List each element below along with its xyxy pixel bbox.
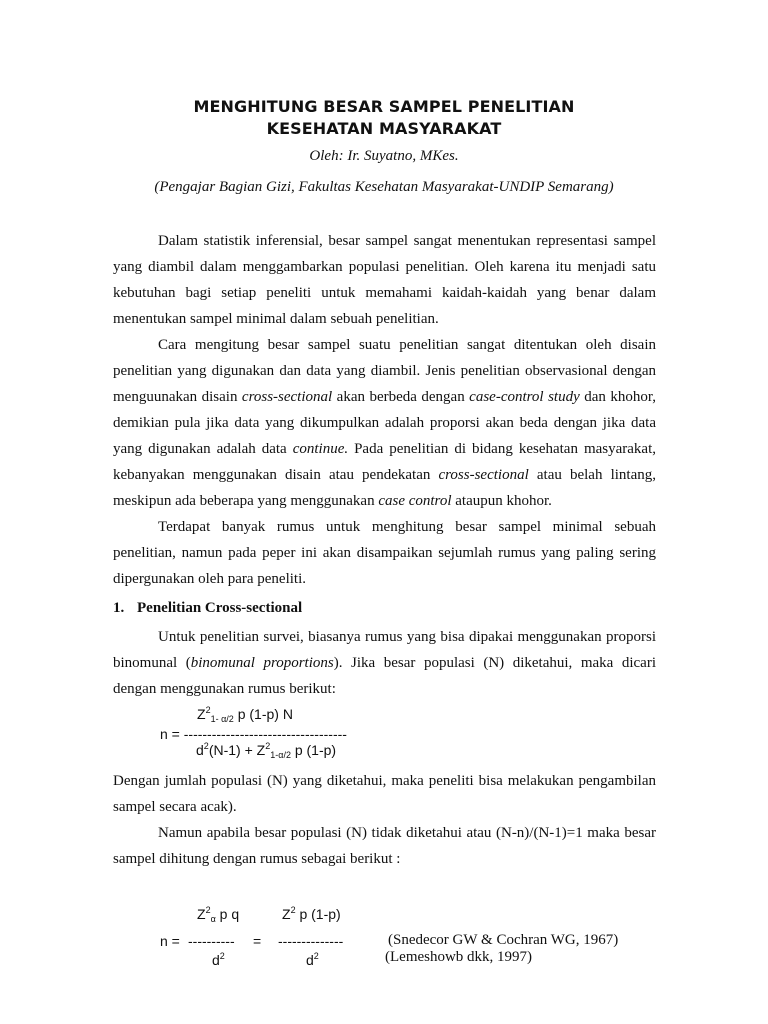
formula1-numerator: $Z^2_{1- \alpha/2}$ p (1-p) N [197,705,293,724]
title-line-2: KESEHATAN MASYARAKAT [266,119,502,138]
intro-paragraph-2: Cara mengitung besar sampel suatu penelitian sangat ditentukan oleh disain penelitian yang digunakan dan data yang diambil. Jenis penelitian observasional dengan menguunakan disain cross-sectional akan berbeda dengan case-control study dan khohor, demikian pula jika data yang dikumpulkan adalah proporsi akan beda dengan jika data yang digunakan adalah data continue. Pada penelitian di bidang kesehatan masyarakat, kebanyakan menggunakan disain atau pendekatan cross-sectional atau belah lintang, meskipun ada beberapa yang menggunakan case control ataupun khohor. [113,337,656,509]
formula1-fraction-line: n = ----------------------------------- [160,726,347,742]
formula2-numerator-left: $Z^2_\alpha$ p q [197,905,240,924]
section-heading [113,600,302,617]
formula2-fraction-line-2: -------------- [278,933,344,949]
intro-paragraph-1: Dalam statistik inferensial, besar sampel sangat menentukan representasi sampel yang diambil dalam menggambarkan populasi penelitian. Oleh karena itu menjadi satu kebutuhan bagi setiap peneliti untuk memahami kaidah-kaidah yang benar dalam menentukan sampel minimal dalam sebuah penelitian. [113,233,656,327]
formula2-equals: = [253,933,262,949]
formula2-fraction-line-1: ---------- [188,933,235,949]
formula2-lhs: n = [160,933,180,949]
section1-intro [113,624,656,702]
section1-body [113,768,656,872]
formula2-denominator-left: $d^2$ [212,951,225,968]
reference-1: (Snedecor GW & Cochran WG, 1967) [388,932,619,948]
affiliation-line: (Pengajar Bagian Gizi, Fakultas Kesehatan Masyarakat-UNDIP Semarang) [154,179,614,195]
author-line: Oleh: Ir. Suyatno, MKes. [309,148,459,164]
section1-paragraph-3: Namun apabila besar populasi (N) tidak diketahui atau (N-n)/(N-1)=1 maka besar sampel dihitung dengan rumus sebagai berikut : [113,825,656,867]
section-number: 1. [113,600,125,616]
reference-2: (Lemeshowb dkk, 1997) [385,949,533,965]
title-line-1: MENGHITUNG BESAR SAMPEL PENELITIAN [193,97,575,116]
intro-paragraph-3: Terdapat banyak rumus untuk menghitung besar sampel minimal sebuah penelitian, namun pada peper ini akan disampaikan sejumlah rumus yang paling sering dipergunakan oleh para peneliti. [113,519,656,587]
intro-section [113,228,656,592]
section-title: Penelitian Cross-sectional [137,600,303,616]
section1-paragraph-2: Dengan jumlah populasi (N) yang diketahui, maka peneliti bisa melakukan pengambilan sampel secara acak). [113,773,656,815]
formula2-denominator-right: $d^2$ [306,951,319,968]
section1-paragraph-1: Untuk penelitian survei, biasanya rumus yang bisa dipakai menggunakan proporsi binomunal (binomunal proportions). Jika besar populasi (N) diketahui, maka dicari dengan menggunakan rumus berikut: [113,629,657,697]
formula1-denominator: $d^2(N-1) + Z^2_{1-\alpha/2}$ p (1-p) [196,741,337,760]
formula2-numerator-right: $Z^2$ p (1-p) [282,905,341,922]
